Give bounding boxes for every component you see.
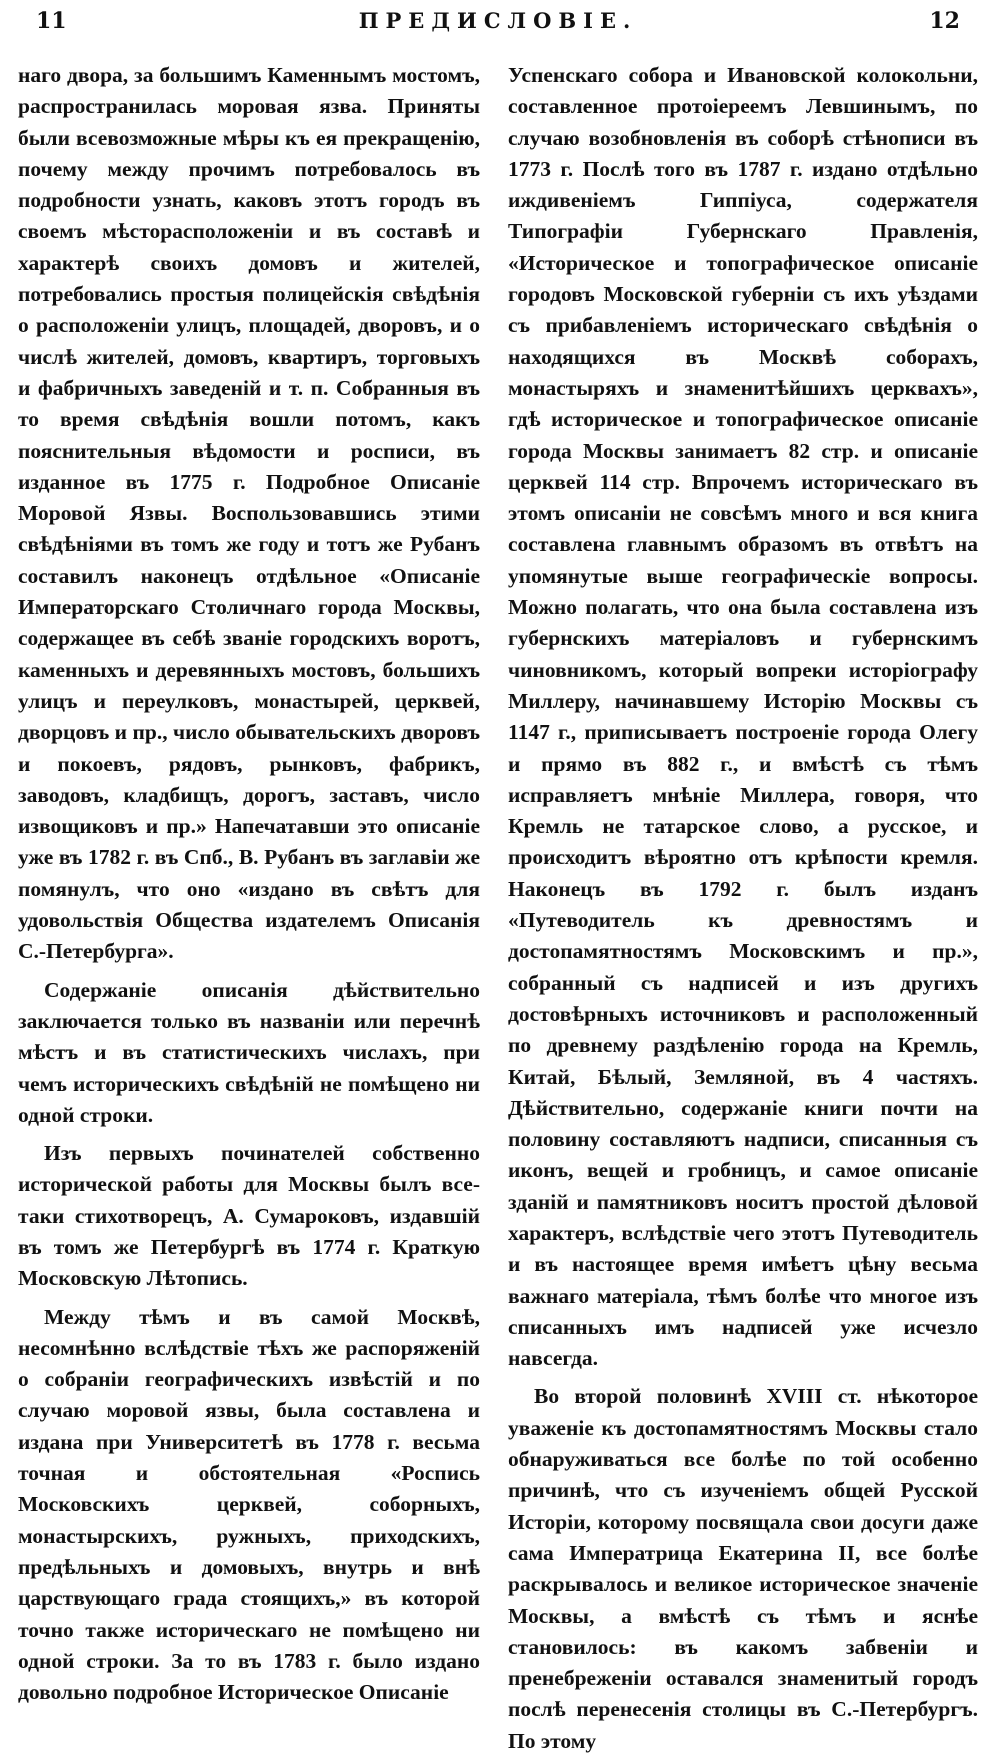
right-paragraph-2: Во второй половинѣ XVIII ст. нѣкоторое уваженіе къ достопамятностямъ Москвы стало обнаруживаться все болѣе по той особенно причинѣ, что съ изученіемъ общей Русской Исторіи, которому посвящала свои досуги даже сама Императрица Екатерина II, все болѣе раскрывалось и великое историческое значеніе Москвы, а вмѣстѣ съ тѣмъ и яснѣе становилось: въ какомъ забвеніи и пренебреженіи оставался знаменитый городъ послѣ перенесенія столицы въ С.-Петербургъ. По этому	[508, 1384, 978, 1753]
left-paragraph-1: наго двора, за большимъ Каменнымъ мостомъ, распространилась моровая язва. Приняты были всевозможные мѣры къ ея прекращенію, почему между прочимъ потребовалось въ подробности узнать, каковъ этотъ городъ въ своемъ мѣсторасположеніи и въ составѣ и характерѣ своихъ домовъ и жителей, потребовались простыя полицейскія свѣдѣнія о расположеніи улицъ, площадей, дворовъ, и о числѣ жителей, домовъ, квартиръ, торговыхъ и фабричныхъ заведеній и т. п. Собранныя въ то время свѣдѣнія вошли потомъ, какъ пояснительныя вѣдомости и росписи, въ изданное въ 1775 г. Подробное Описаніе Моровой Язвы. Воспользовавшись этими свѣдѣніями въ томъ же году и тотъ же Рубанъ составилъ наконецъ отдѣльное «Описаніе Императорскаго Столичнаго города Москвы, содержащее въ себѣ званіе городскихъ воротъ, каменныхъ и деревянныхъ мостовъ, большихъ улицъ и переулковъ, монастырей, церквей, дворцовъ и пр., число обывательскихъ дворовъ и покоевъ, рядовъ, рынковъ, фабрикъ, заводовъ, кладбищъ, дорогъ, заставъ, число извощиковъ и пр.» Напечатавши это описаніе уже въ 1782 г. въ Спб., В. Рубанъ въ заглавіи же помянулъ, что оно «издано въ свѣтъ для удовольствія Общества издателемъ Описанія С.-Петербурга».	[18, 63, 480, 964]
left-paragraph-2: Содержаніе описанія дѣйствительно заключается только въ названіи или перечнѣ мѣстъ и въ статистическихъ числахъ, при чемъ историческихъ свѣдѣній не помѣщено ни одной строки.	[18, 977, 480, 1127]
page-number-left: 11	[36, 8, 67, 34]
left-paragraph-4: Между тѣмъ и въ самой Москвѣ, несомнѣнно вслѣдствіе тѣхъ же распоряженій о собраніи географическихъ извѣстій и по случаю моровой язвы, была составлена и издана при Университетѣ въ 1778 г. весьма точная и обстоятельная «Роспись Московскихъ церквей, соборныхъ, монастырскихъ, ружныхъ, приходскихъ, предѣльныхъ и домовыхъ, внутрь и внѣ царствующаго града стоящихъ,» въ которой точно также историческаго не помѣщено ни одной строки. За то въ 1783 г. было издано довольно подробное Историческое Описаніе	[18, 1304, 480, 1705]
left-column	[18, 60, 480, 1705]
right-paragraph-1: Успенскаго собора и Ивановской колокольни, составленное протоіереемъ Левшинымъ, по случаю возобновленія въ соборѣ стѣнописи въ 1773 г. Послѣ того въ 1787 г. издано отдѣльно иждивеніемъ Гиппіуса, содержателя Типографіи Губернскаго Правленія, «Историческое и топографическое описаніе городовъ Московской губерніи съ ихъ уѣздами съ прибавленіемъ историческаго свѣдѣнія о находящихся въ Москвѣ соборахъ, монастыряхъ и знаменитѣйшихъ церквахъ», гдѣ историческое и топографическое описаніе города Москвы занимаетъ 82 стр. и описаніе церквей 114 стр. Впрочемъ историческаго въ этомъ описаніи не совсѣмъ много и вся книга составлена главнымъ образомъ въ отвѣтъ на упомянутые выше географическіе вопросы. Можно полагать, что она была составлена изъ губернскихъ матеріаловъ и губернскимъ чиновникомъ, который вопреки исторіографу Миллеру, начинавшему Исторію Москвы съ 1147 г., приписываетъ построеніе города Олегу и прямо въ 882 г., и вмѣстѣ съ тѣмъ исправляетъ мнѣніе Миллера, говоря, что Кремль не татарское слово, а русское, и происходитъ вѣроятно отъ крѣпости кремля. Наконецъ въ 1792 г. былъ изданъ «Путеводитель къ древностямъ и достопамятностямъ Московскимъ и пр.», собранный съ надписей и изъ другихъ достовѣрныхъ источниковъ и расположенный по древнему раздѣленію города на Кремль, Китай, Бѣлый, Земляной, въ 4 частяхъ. Дѣйствительно, содержаніе книги почти на половину составляютъ надписи, списанныя съ иконъ, вещей и гробницъ, и самое описаніе зданій и памятниковъ носитъ простой дѣловой характеръ, вслѣдствіе чего этотъ Путеводитель и въ настоящее время имѣетъ цѣну весьма важнаго матеріала, тѣмъ болѣе что многое изъ списанныхъ имъ надписей уже исчезло навсегда.	[508, 63, 978, 1371]
right-column	[508, 60, 978, 1753]
running-header	[0, 6, 996, 40]
left-paragraph-3: Изъ первыхъ починателей собственно исторической работы для Москвы былъ все-таки стихотворецъ, А. Сумароковъ, издавшій въ томъ же Петербургѣ въ 1774 г. Краткую Московскую Лѣтопись.	[18, 1141, 480, 1291]
page-number-right: 12	[929, 8, 960, 34]
running-title: ПРЕДИСЛОВІЕ.	[358, 8, 638, 33]
